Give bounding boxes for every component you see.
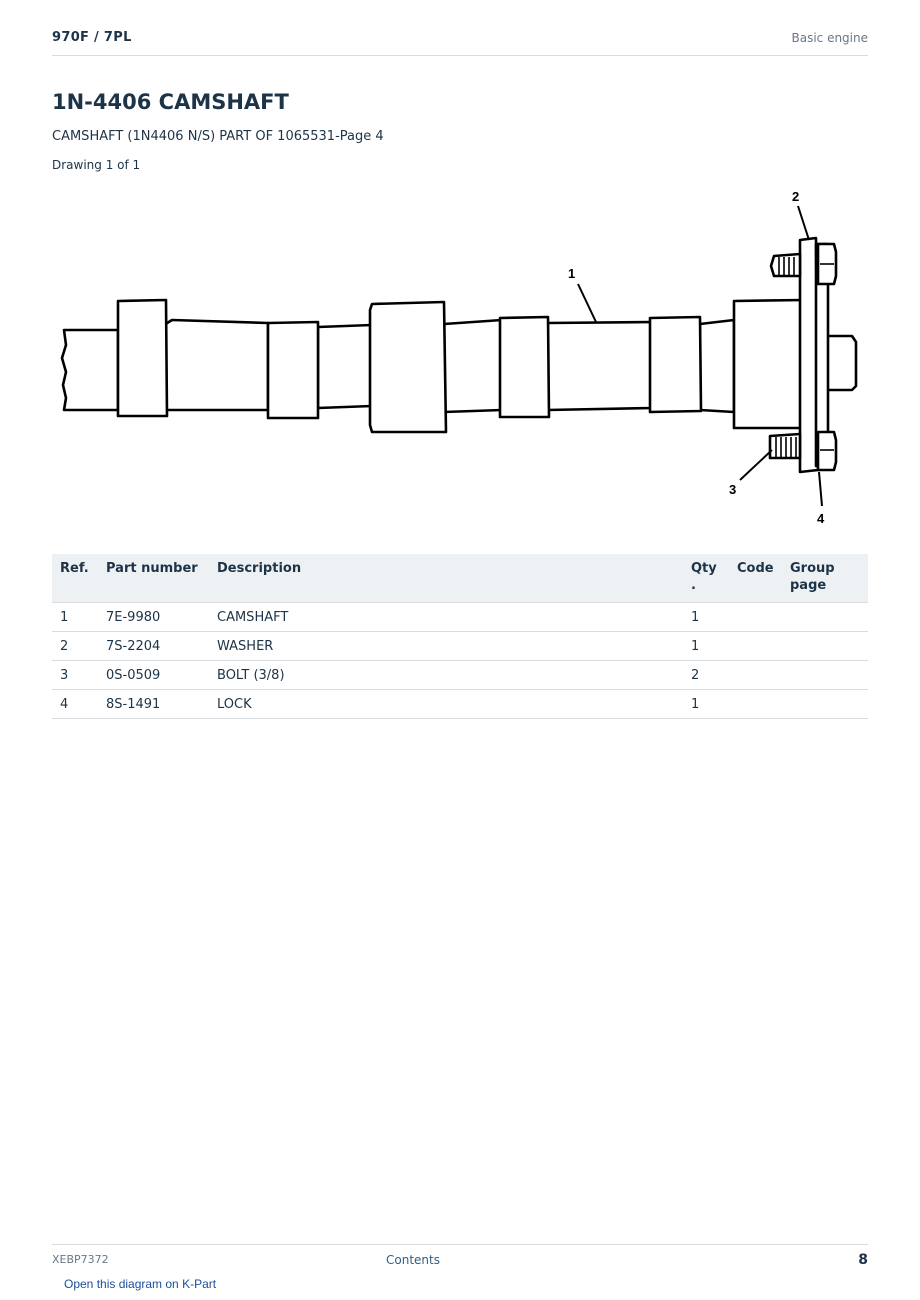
cell-part-number: 7S-2204	[98, 632, 209, 661]
cell-part-number: 7E-9980	[98, 603, 209, 632]
cell-ref: 1	[52, 603, 98, 632]
cell-group-page	[782, 632, 868, 661]
cell-qty: 1	[683, 603, 729, 632]
header-part-number: Part number	[98, 554, 209, 603]
cell-description: BOLT (3/8)	[209, 661, 683, 690]
table-row	[52, 632, 868, 661]
page-number: 8	[858, 1252, 868, 1268]
section-label: Basic engine	[791, 31, 868, 45]
page-subtitle: CAMSHAFT (1N4406 N/S) PART OF 1065531-Page 4	[52, 129, 384, 144]
cell-qty: 2	[683, 661, 729, 690]
open-diagram-link[interactable]: Open this diagram on K-Part	[64, 1277, 217, 1291]
camshaft-diagram	[52, 180, 868, 530]
cell-code	[729, 603, 782, 632]
document-id: XEBP7372	[52, 1253, 109, 1266]
table-row	[52, 661, 868, 690]
callout-4: 4	[817, 511, 825, 526]
cell-description: WASHER	[209, 632, 683, 661]
cell-qty: 1	[683, 690, 729, 719]
callout-1: 1	[568, 266, 576, 281]
cell-group-page	[782, 603, 868, 632]
cell-description: LOCK	[209, 690, 683, 719]
header-description: Description	[209, 554, 683, 603]
page-title: 1N-4406 CAMSHAFT	[52, 90, 289, 114]
parts-table	[52, 554, 868, 719]
callout-2: 2	[792, 189, 800, 204]
cell-description: CAMSHAFT	[209, 603, 683, 632]
cell-part-number: 8S-1491	[98, 690, 209, 719]
table-row	[52, 603, 868, 632]
table-header-row	[52, 554, 868, 603]
callout-3: 3	[729, 482, 737, 497]
page-header	[52, 28, 868, 56]
footer-divider	[52, 1244, 868, 1245]
cell-code	[729, 632, 782, 661]
cell-ref: 2	[52, 632, 98, 661]
model-label: 970F / 7PL	[52, 30, 132, 45]
cell-ref: 3	[52, 661, 98, 690]
header-code: Code	[729, 554, 782, 603]
cell-code	[729, 690, 782, 719]
header-ref: Ref.	[52, 554, 98, 603]
cell-code	[729, 661, 782, 690]
drawing-info: Drawing 1 of 1	[52, 158, 141, 172]
cell-part-number: 0S-0509	[98, 661, 209, 690]
table-row	[52, 690, 868, 719]
camshaft-drawing	[52, 180, 868, 530]
cell-qty: 1	[683, 632, 729, 661]
contents-link[interactable]: Contents	[386, 1253, 440, 1267]
cell-group-page	[782, 690, 868, 719]
header-group-page: Group page	[782, 554, 868, 603]
cell-ref: 4	[52, 690, 98, 719]
header-qty: Qty .	[683, 554, 729, 603]
cell-group-page	[782, 661, 868, 690]
